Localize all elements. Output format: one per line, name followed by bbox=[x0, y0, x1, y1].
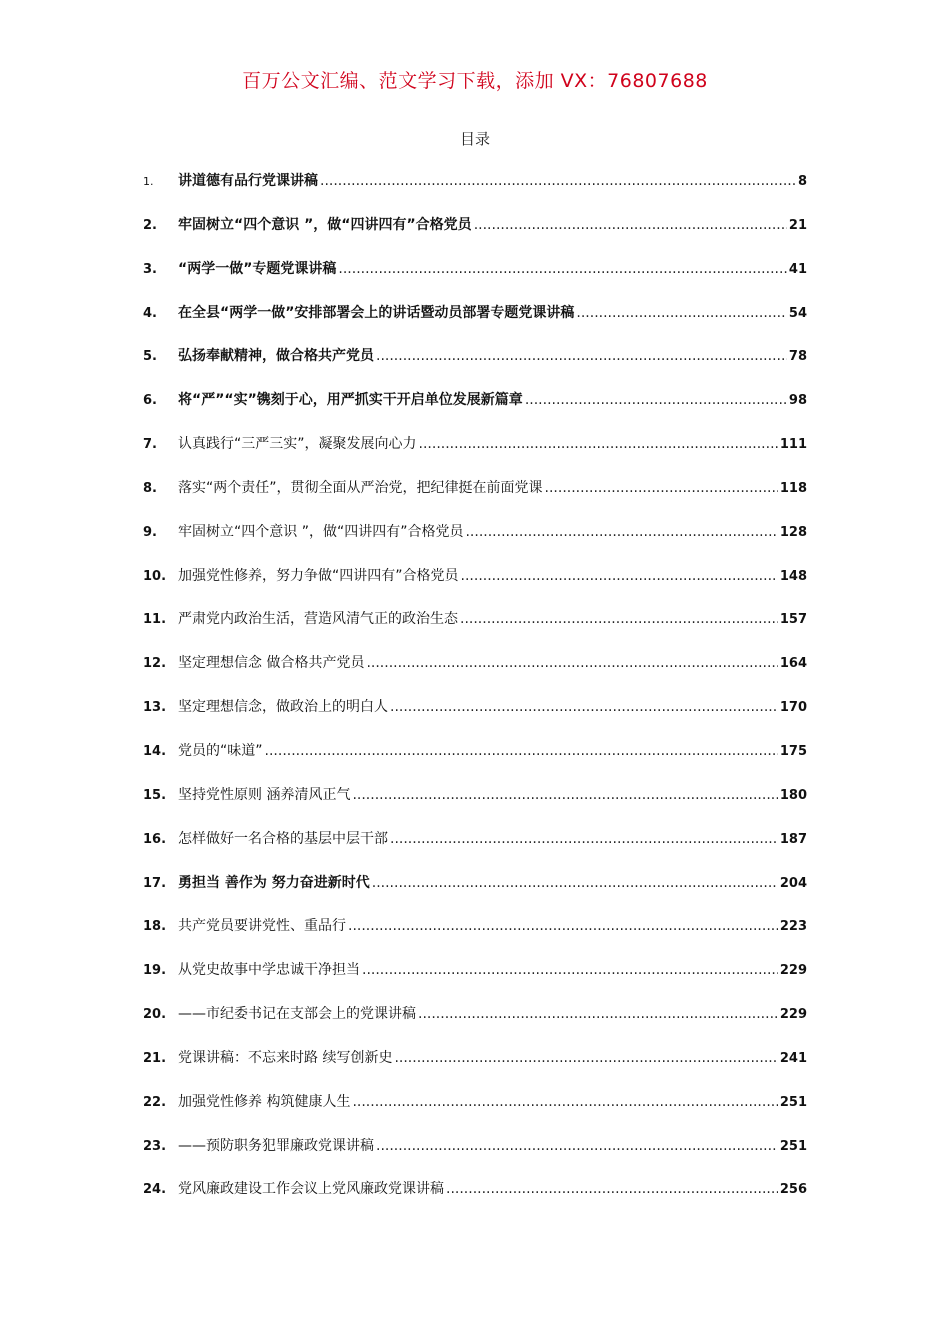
toc-entry-number: 12. bbox=[143, 656, 167, 672]
toc-entry[interactable] bbox=[143, 824, 807, 868]
toc-entry-page: 251 bbox=[779, 1094, 807, 1110]
toc-leader-dots bbox=[352, 1087, 777, 1117]
toc-entry-title[interactable]: 严肃党内政治生活，营造风清气正的政治生态 bbox=[178, 611, 458, 628]
toc-leader-dots bbox=[474, 210, 787, 240]
toc-entry-number: 18. bbox=[143, 919, 167, 935]
toc-leader-dots bbox=[376, 1131, 778, 1161]
toc-entry[interactable] bbox=[143, 210, 807, 254]
toc-entry-title[interactable]: “两学一做”专题党课讲稿 bbox=[178, 260, 337, 277]
toc-entry[interactable] bbox=[143, 780, 807, 824]
toc-entry[interactable] bbox=[143, 648, 807, 692]
header-contact-line: 百万公文汇编、范文学习下载，添加 VX：76807688 bbox=[242, 70, 708, 92]
toc-entry[interactable] bbox=[143, 429, 807, 473]
toc-entry-page: 128 bbox=[779, 524, 807, 540]
toc-leader-dots bbox=[320, 166, 796, 196]
toc-entry-number: 1. bbox=[143, 175, 154, 188]
toc-entry-page: 175 bbox=[779, 743, 807, 759]
toc-leader-dots bbox=[366, 648, 777, 678]
toc-entry-number: 17. bbox=[143, 875, 167, 891]
toc-leader-dots bbox=[460, 604, 778, 634]
toc-entry-page: 204 bbox=[779, 875, 807, 891]
toc-entry-title[interactable]: 将“严”“实”镌刻于心，用严抓实干开启单位发展新篇章 bbox=[178, 392, 523, 409]
toc-entry-number: 8. bbox=[143, 480, 157, 496]
toc-leader-dots bbox=[338, 254, 787, 284]
toc-leader-dots bbox=[419, 429, 778, 459]
toc-entry-title[interactable]: 牢固树立“四个意识 ”，做“四讲四有”合格党员 bbox=[178, 216, 472, 233]
toc-entry-page: 8 bbox=[797, 174, 807, 189]
toc-entry-number: 15. bbox=[143, 787, 167, 803]
toc-entry-page: 164 bbox=[779, 656, 807, 672]
toc-entry-page: 187 bbox=[779, 831, 807, 847]
toc-entry-page: 157 bbox=[779, 612, 807, 628]
toc-entry[interactable] bbox=[143, 517, 807, 561]
toc-entry[interactable] bbox=[143, 385, 807, 429]
toc-leader-dots bbox=[461, 561, 778, 591]
toc-entry-page: 229 bbox=[779, 963, 807, 979]
toc-entry-page: 256 bbox=[779, 1182, 807, 1198]
toc-entry[interactable] bbox=[143, 166, 807, 210]
toc-leader-dots bbox=[362, 955, 778, 985]
toc-entry-title[interactable]: 落实“两个责任”，贯彻全面从严治党，把纪律挺在前面党课 bbox=[178, 479, 543, 496]
toc-entry[interactable] bbox=[143, 298, 807, 342]
toc-entry-title[interactable]: 怎样做好一名合格的基层中层干部 bbox=[178, 830, 388, 847]
toc-entry-page: 111 bbox=[779, 437, 807, 453]
toc-entry-title[interactable]: ——市纪委书记在支部会上的党课讲稿 bbox=[178, 1006, 416, 1023]
toc-entry-title[interactable]: 在全县“两学一做”安排部署会上的讲话暨动员部署专题党课讲稿 bbox=[178, 304, 575, 321]
toc-leader-dots bbox=[348, 911, 778, 941]
toc-entry-title[interactable]: 加强党性修养 构筑健康人生 bbox=[178, 1093, 351, 1110]
toc-entry-title[interactable]: 认真践行“三严三实”，凝聚发展向心力 bbox=[178, 436, 417, 453]
toc-leader-dots bbox=[446, 1174, 778, 1204]
toc-leader-dots bbox=[352, 780, 777, 810]
toc-entry-title[interactable]: ——预防职务犯罪廉政党课讲稿 bbox=[178, 1137, 374, 1154]
toc-entry-number: 5. bbox=[143, 349, 157, 365]
toc-entry[interactable] bbox=[143, 1131, 807, 1175]
toc-leader-dots bbox=[418, 999, 778, 1029]
toc-entry-number: 4. bbox=[143, 305, 157, 321]
toc-entry-number: 2. bbox=[143, 217, 157, 233]
toc-entry[interactable] bbox=[143, 561, 807, 605]
toc-entry-title[interactable]: 牢固树立“四个意识 ”，做“四讲四有”合格党员 bbox=[178, 523, 464, 540]
toc-entry[interactable] bbox=[143, 955, 807, 999]
toc-entry-title[interactable]: 共产党员要讲党性、重品行 bbox=[178, 918, 346, 935]
toc-title: 目录 bbox=[459, 130, 490, 148]
toc-entry-number: 6. bbox=[143, 393, 157, 409]
toc-entry-title[interactable]: 讲道德有品行党课讲稿 bbox=[178, 173, 318, 189]
toc-entry-page: 118 bbox=[779, 480, 807, 496]
toc-entry-number: 13. bbox=[143, 700, 167, 716]
toc-entry-page: 241 bbox=[779, 1050, 807, 1066]
toc-leader-dots bbox=[376, 341, 787, 371]
toc-entry-number: 10. bbox=[143, 568, 167, 584]
toc-entry-title[interactable]: 党风廉政建设工作会议上党风廉政党课讲稿 bbox=[178, 1181, 444, 1198]
toc-leader-dots bbox=[265, 736, 778, 766]
toc-entry[interactable] bbox=[143, 736, 807, 780]
toc-entry-title[interactable]: 加强党性修养，努力争做“四讲四有”合格党员 bbox=[178, 567, 459, 584]
toc-entry-number: 22. bbox=[143, 1094, 167, 1110]
toc-entry-page: 41 bbox=[788, 261, 807, 277]
toc-leader-dots bbox=[372, 868, 778, 898]
toc-entry-title[interactable]: 党员的“味道” bbox=[178, 742, 263, 759]
toc-entry-page: 148 bbox=[779, 568, 807, 584]
toc-entry-title[interactable]: 坚定理想信念 做合格共产党员 bbox=[178, 655, 365, 672]
toc-leader-dots bbox=[545, 473, 778, 503]
toc-entry-title[interactable]: 坚定理想信念，做政治上的明白人 bbox=[178, 699, 388, 716]
toc-entry-page: 98 bbox=[788, 393, 807, 409]
toc-entry-number: 14. bbox=[143, 743, 167, 759]
toc-entry-page: 223 bbox=[779, 919, 807, 935]
toc-leader-dots bbox=[465, 517, 777, 547]
toc-entry-number: 3. bbox=[143, 261, 157, 277]
toc-entry-title[interactable]: 从党史故事中学忠诚干净担当 bbox=[178, 962, 360, 979]
toc-entry-number: 23. bbox=[143, 1138, 167, 1154]
table-of-contents bbox=[143, 166, 807, 1218]
toc-entry-number: 20. bbox=[143, 1007, 167, 1023]
toc-entry-page: 180 bbox=[779, 787, 807, 803]
toc-entry[interactable] bbox=[143, 692, 807, 736]
toc-entry-number: 19. bbox=[143, 963, 167, 979]
toc-entry[interactable] bbox=[143, 604, 807, 648]
toc-entry-number: 7. bbox=[143, 437, 157, 453]
toc-entry[interactable] bbox=[143, 254, 807, 298]
toc-entry-number: 11. bbox=[143, 612, 167, 628]
toc-entry-number: 21. bbox=[143, 1050, 167, 1066]
toc-entry-page: 229 bbox=[779, 1007, 807, 1023]
toc-entry-number: 16. bbox=[143, 831, 167, 847]
toc-entry-title[interactable]: 坚持党性原则 涵养清风正气 bbox=[178, 786, 351, 803]
toc-entry[interactable] bbox=[143, 1174, 807, 1218]
toc-entry-title[interactable]: 党课讲稿：不忘来时路 续写创新史 bbox=[178, 1049, 393, 1066]
toc-entry[interactable] bbox=[143, 999, 807, 1043]
toc-entry-title[interactable]: 勇担当 善作为 努力奋进新时代 bbox=[178, 874, 370, 891]
toc-entry[interactable] bbox=[143, 1043, 807, 1087]
toc-entry-title[interactable]: 弘扬奉献精神，做合格共产党员 bbox=[178, 348, 374, 365]
toc-entry[interactable] bbox=[143, 341, 807, 385]
toc-entry-page: 170 bbox=[779, 700, 807, 716]
toc-leader-dots bbox=[390, 692, 778, 722]
toc-leader-dots bbox=[394, 1043, 777, 1073]
toc-entry[interactable] bbox=[143, 1087, 807, 1131]
toc-entry-page: 54 bbox=[788, 305, 807, 321]
toc-entry[interactable] bbox=[143, 473, 807, 517]
toc-entry[interactable] bbox=[143, 868, 807, 912]
toc-leader-dots bbox=[390, 824, 778, 854]
toc-leader-dots bbox=[576, 298, 787, 328]
toc-entry-page: 78 bbox=[788, 349, 807, 365]
toc-leader-dots bbox=[525, 385, 787, 415]
toc-entry-number: 24. bbox=[143, 1182, 167, 1198]
toc-entry-number: 9. bbox=[143, 524, 157, 540]
toc-entry-page: 21 bbox=[788, 217, 807, 233]
toc-entry-page: 251 bbox=[779, 1138, 807, 1154]
toc-entry[interactable] bbox=[143, 911, 807, 955]
